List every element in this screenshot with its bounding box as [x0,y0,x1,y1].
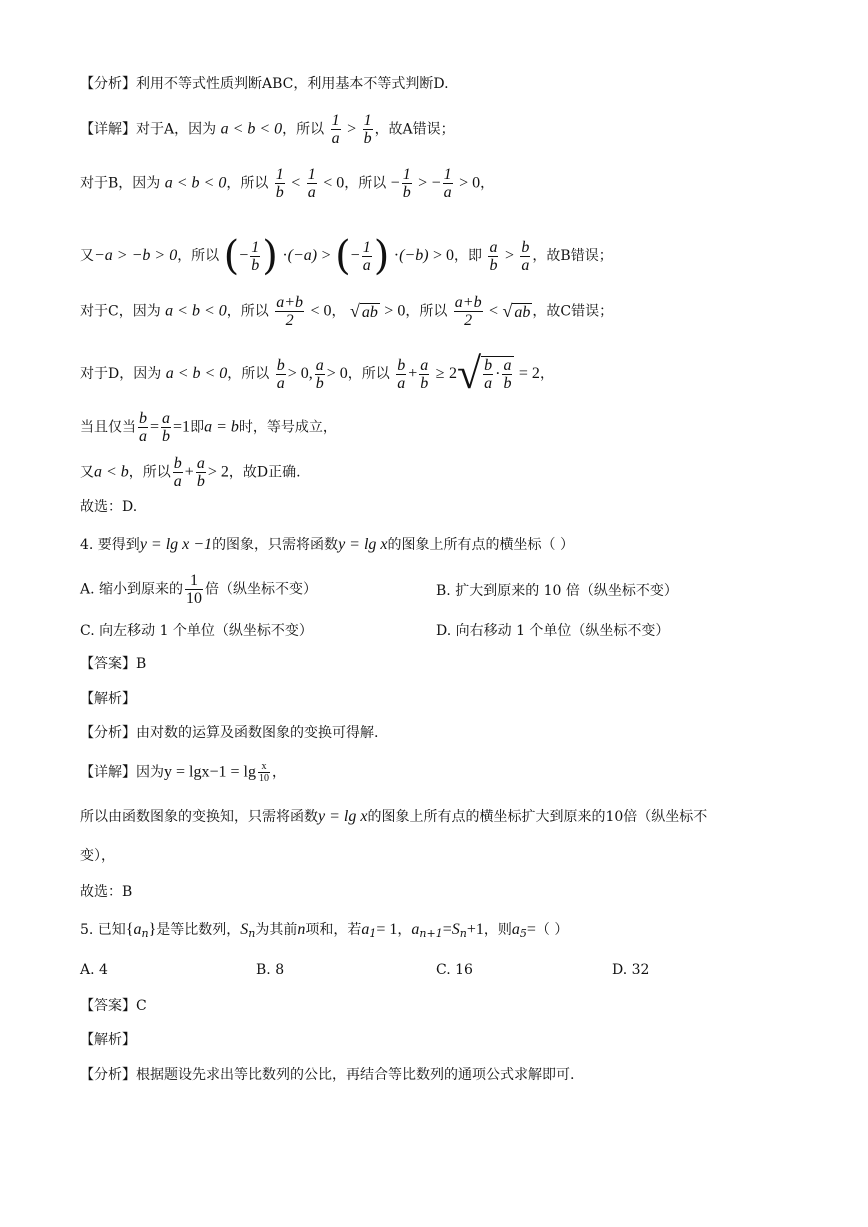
fraction [520,239,530,274]
numerator: 1 [402,166,411,183]
math-var: S [451,921,460,938]
denominator: b [420,374,429,392]
fraction [276,357,286,392]
math-op: · [282,247,288,264]
math-expr: > 0 [459,174,481,192]
numerator: 1 [443,166,452,183]
text: ，所以 [177,248,220,264]
text: 5. 已知 [80,922,126,938]
math-expr: > 0 [433,247,455,264]
numerator: b [276,356,285,374]
math-expr: a < b < 0 [165,365,228,382]
math-op: { [125,921,134,938]
math-expr: a < b < 0 [220,120,283,138]
math-expr: y = lgx−1 = lg [164,763,256,781]
math-expr: > 0 [326,365,348,382]
paren-right: ) [373,233,390,279]
text: 又 [80,248,94,264]
numerator: a [503,357,512,374]
fraction [196,455,206,490]
fraction [454,294,483,329]
math-number: 2 [448,365,457,382]
fraction [362,239,372,274]
math-var: a [411,921,420,938]
denominator: 10 [186,590,203,607]
q5-option-a[interactable]: A. 4 [80,962,108,978]
q5-option-d[interactable]: D. 32 [612,962,650,978]
q4-answer: 【答案】B [80,656,147,672]
math-op: < [489,302,499,320]
math-expr: a < b < 0 [165,302,227,320]
math-expr: y = lg x [338,536,388,553]
math-op: + [184,463,194,481]
math-var: a [511,921,520,938]
fraction [307,166,317,201]
text: ，故C错误； [532,303,614,320]
math-expr: < 0 [323,174,345,192]
radicand: ab [361,303,378,321]
subscript: 5 [519,927,527,940]
numerator: a+b [276,294,304,311]
math-var: a [133,921,142,938]
numerator: b [484,357,493,374]
q3-also [80,455,301,490]
analysis-tag: 【分析】 [80,76,136,92]
sqrt [350,301,380,323]
math-op: − [350,247,360,264]
text: ，故A错误； [374,121,455,138]
denominator: a [139,428,147,445]
fraction [275,166,285,201]
subscript: n [248,927,256,940]
text: ， [480,175,495,192]
numerator: b [173,455,182,472]
text: ，故B错误； [532,248,613,264]
text: 时，等号成立， [238,419,337,436]
math-op: > [418,174,428,192]
q5-stem [80,920,568,944]
denominator: 10 [258,773,269,784]
math-expr: y = lg x −1 [139,536,213,553]
numerator: a [162,410,171,427]
denominator: b [489,256,498,274]
math-op: > [504,247,514,264]
q4-option-c[interactable]: C. 向左移动 1 个单位（纵坐标不变） [80,623,313,639]
text: 的图象上所有点的横坐标（ ） [387,537,574,553]
text: ，所以 [226,175,269,192]
numerator: 1 [363,112,372,129]
q4-jiexi: 【解析】 [80,691,136,707]
q3-detail-d [80,349,554,398]
denominator: a [521,256,530,274]
fraction [161,410,171,445]
denominator: b [196,473,205,490]
text: 是等比数列， [156,922,241,938]
denominator: b [315,374,324,392]
fraction [331,112,341,147]
text: （ ） [535,922,569,938]
fraction [419,357,429,392]
fraction [250,239,260,274]
math-op: + [408,365,418,382]
math-op: } [148,921,157,938]
numerator: x [258,761,270,773]
fraction [173,455,183,490]
q3-detail-b2 [80,233,613,279]
q3-detail-b [80,166,494,201]
math-op: − [390,174,400,192]
math-expr: a < b < 0 [164,174,227,192]
fraction [396,357,406,392]
paren-right: ) [262,233,278,279]
math-op: · [495,365,501,383]
denominator: a [397,374,406,392]
numerator: b [139,410,147,427]
q4-detail [80,761,286,784]
math-expr: a = b [204,418,239,436]
math-op: − [431,174,441,192]
denominator: a [331,130,340,147]
numerator: 1 [331,112,340,129]
q5-option-c[interactable]: C. 16 [436,962,473,978]
denominator: a [173,473,182,490]
math-op: = [526,921,536,938]
q3-analysis-line [80,74,449,94]
text: 所以由函数图象的变换知，只需将函数 [80,809,318,825]
text: 【详解】因为 [80,764,164,781]
paren-left: ( [335,233,351,279]
text: ，故D正确. [228,464,301,481]
q3-equality [80,410,337,445]
math-var: S [240,921,249,938]
fraction [483,357,493,392]
sqrt-symbol: √ [502,300,513,321]
q3-detail-c [80,294,613,329]
text: ，所以 [282,121,325,138]
numerator: a [315,356,324,374]
text: 当且仅当 [80,419,136,436]
q4-option-d[interactable]: D. 向右移动 1 个单位（纵坐标不变） [436,623,670,639]
subscript: n+1 [419,927,443,940]
subscript: n [141,927,149,940]
math-op: > [321,247,331,264]
fraction [402,166,412,201]
q4-option-b[interactable]: B. 扩大到原来的 10 倍（纵坐标不变） [436,583,678,599]
fraction [185,572,203,607]
q5-answer: 【答案】C [80,998,147,1014]
denominator: a [443,184,452,201]
text: ，所以 [226,303,269,320]
text: ，所以 [347,366,390,382]
text: ，即 [454,248,483,264]
subscript: 1 [369,927,377,940]
math-expr: < 0 [310,302,332,320]
text: ， [397,922,412,938]
denominator: 2 [464,312,473,329]
math-op: − [239,247,249,264]
numerator: a [196,455,205,472]
q4-choose: 故选：B [80,884,133,900]
text: 又 [80,464,94,481]
math-expr: > 2 [207,463,229,481]
numerator: 1 [362,238,371,256]
math-op: > [347,120,357,138]
math-op: , [308,365,313,382]
text: 的图象，只需将函数 [212,537,339,553]
numerator: a+b [454,294,482,311]
denominator: b [162,428,171,445]
text: ，所以 [128,464,171,481]
math-expr: = 2 [518,365,540,382]
subscript: n [459,927,467,940]
denominator: b [402,184,411,201]
q5-analysis: 【分析】根据题设先求出等比数列的公比，再结合等比数列的通项公式求解即可. [80,1067,575,1083]
denominator: 2 [285,312,294,329]
math-expr: a < b [94,463,129,481]
radicand: ab [514,303,531,321]
sqrt-body [481,356,514,392]
text: ，所以 [405,303,448,320]
math-op: < [291,174,301,192]
sqrt-symbol: √ [349,300,360,321]
q3-choose: 故选：D. [80,499,138,515]
q3-detail-a [80,112,455,147]
math-expr: y = lg x [318,808,368,825]
math-expr: (−b) [399,247,429,264]
fraction [363,112,373,147]
denominator: b [503,375,512,392]
math-expr: +1 [466,921,484,938]
text: ，所以 [344,175,387,192]
denominator: a [307,184,316,201]
denominator: a [362,256,371,274]
text: ，则 [483,922,512,938]
numerator: 1 [251,238,260,256]
numerator: a [420,356,429,374]
fraction [275,294,304,329]
fraction [502,357,512,392]
math-expr: = 1 [376,921,398,938]
text: 的图象上所有点的横坐标扩大到原来的10倍（纵坐标不 [367,809,708,825]
fraction [488,239,498,274]
denominator: b [251,256,260,274]
text: 4. 要得到 [80,537,140,553]
math-op: = [150,418,160,436]
text: 项和，若 [305,922,362,938]
math-expr: > 0 [287,365,309,382]
text: ，所以 [227,366,270,382]
numerator: a [489,238,498,256]
numerator: 1 [185,572,203,590]
q5-option-b[interactable]: B. 8 [256,962,285,978]
text: ， [539,366,554,382]
sqrt-symbol: √ [456,349,482,398]
fraction [315,357,325,392]
denominator: b [275,184,284,201]
analysis-text: 利用不等式性质判断ABC，利用基本不等式判断D. [136,76,449,92]
math-op: · [393,247,400,264]
math-var: a [361,921,370,938]
text: 即 [190,419,205,436]
q4-line2 [80,807,707,827]
math-var: n [297,921,306,938]
math-expr: −a > −b > 0 [94,247,178,264]
text: ， [271,764,286,781]
sqrt [503,301,533,323]
text: ， [331,303,346,320]
fraction [258,761,270,784]
fraction [443,166,453,201]
math-expr: (−a) [287,247,318,264]
text: A. 缩小到原来的 [80,581,184,598]
q4-stem [80,535,574,555]
text: 对于D，因为 [80,366,162,382]
text: 对于C，因为 [80,303,161,320]
numerator: b [521,238,530,256]
math-op: = [442,921,452,938]
fraction [138,410,148,445]
math-expr: =1 [173,418,191,436]
q4-analysis: 【分析】由对数的运算及函数图象的变换可得解. [80,725,379,741]
numerator: b [397,356,406,374]
q4-option-a[interactable] [80,572,317,607]
denominator: a [484,375,493,392]
numerator: 1 [275,166,284,183]
math-expr: > 0 [384,302,406,320]
q4-line3: 变）， [80,848,115,864]
text: 倍（纵坐标不变） [205,581,318,598]
text: 为其前 [255,922,298,938]
denominator: a [276,374,285,392]
math-op: ≥ [435,365,445,382]
paren-left: ( [223,233,240,279]
text: 对于B，因为 [80,175,161,192]
text: 对于A，因为 [136,121,217,138]
detail-tag: 【详解】 [80,121,136,138]
numerator: 1 [307,166,316,183]
denominator: b [363,130,372,147]
q5-jiexi: 【解析】 [80,1032,136,1048]
